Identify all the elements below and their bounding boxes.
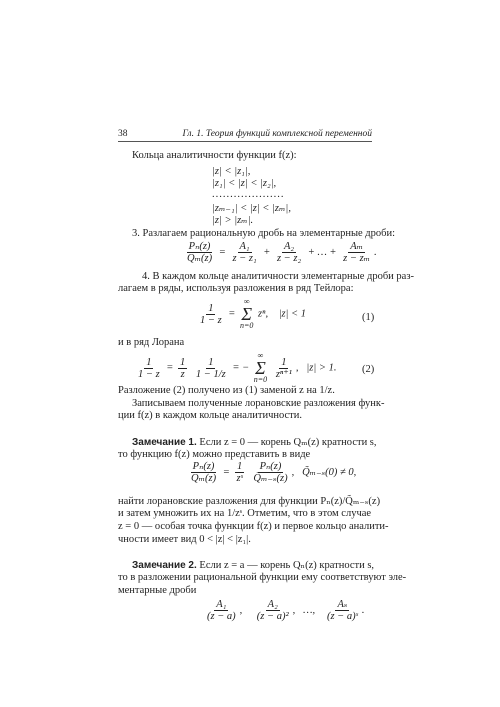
remark2-line3: ментарные дроби [118,585,197,596]
sum-bottom: n=0 [240,321,254,330]
remark1-line2: то функцию f(z) можно представить в виде [118,449,311,460]
sum-sign: ∞ Σ n=0 [240,297,254,330]
sum-bottom: n=0 [253,375,268,384]
step4-line1: 4. В каждом кольце аналитичности элементарные дроби раз- [142,271,414,282]
equation-2: $\frac{1}{1 - z}$ = $\frac{1}{z}$ $\frac{1}{1 - 1/z}$ = − ∞ Σ n=0 $\frac{1}{\text{zⁿ⁺¹}}$ , |z| > 1. [138,351,337,384]
paragraph-line: Записываем полученные лорановские разложения функ- [132,398,385,409]
formula-den: (z − a) [207,611,236,622]
formula-num: Aₛ [337,599,348,610]
step4-line2: лагаем в ряды, используя разложения в ряд Тейлора: [118,283,354,294]
ring-line: .................... [212,189,285,200]
formula-den: zˢ [236,473,243,484]
formula-num: Pₙ(z) [188,241,211,252]
remark2-line1 [132,559,374,571]
formula-dots: + … + [307,246,337,258]
remark1-line1 [132,436,377,448]
remark1-text: Если z = 0 — корень Qₘ(z) кратности s, [199,437,377,448]
formula-den: Q̃ₘ₋ₛ(z) [253,473,288,484]
eq2-den: z [180,368,185,380]
page-number: 38 [118,129,128,139]
equation-1: $\frac{1}{1 - z}$ = ∞ Σ n=0 zⁿ, |z| < 1 [200,297,307,330]
remark1-title: Замечание 1. [132,437,197,448]
formula-den: (z − a)² [256,611,289,622]
eq2-den: 1 − 1/z [195,368,226,380]
ring-line: |zₘ₋₁| < |z| < |zₘ|, [212,203,291,214]
formula-num: Aₘ [350,241,364,252]
formula-num: 1 [236,461,243,472]
formula-den: z − zₘ [343,253,371,264]
sum-top: ∞ [243,297,250,306]
formula-num: A₁ [216,599,227,610]
eq2-num: 1 [208,356,214,368]
eq1-num: 1 [208,302,214,314]
formula-den: Qₘ(z) [187,253,213,264]
remark2-line2: то в разложении рациональной функции ему соответствуют эле- [118,572,407,583]
remark2-text: Если z = a — корень Qₙ(z) кратности s, [199,560,375,571]
remark1-after: найти лорановские разложения для функции Pₙ(z)/Q̃ₘ₋ₛ(z) [118,496,381,507]
equation-label: (2) [362,364,375,375]
sum-sign: ∞ Σ n=0 [253,351,268,384]
remark2-title: Замечание 2. [132,560,197,571]
step3-formula: $\frac{\text{Pₙ(z)}}{\text{Qₘ(z)}}$ = $\frac{\text{A₁}}{\text{z − z₁}}$ + $\frac{\text{A₂}}{\text{z − z₂}}$ + … + $\frac{\text{Aₘ}}{\text{z − zₘ}}$ . [187,241,377,264]
formula-num: Pₙ(z) [259,461,282,472]
eq2-num: 1 [281,356,287,368]
ring-line: |z₁| < |z| < |z₂|, [212,178,277,189]
remark1-after: z = 0 — особая точка функции f(z) и первое кольцо аналити- [118,521,389,532]
rings-intro: Кольца аналитичности функции f(z): [132,150,297,161]
running-header [118,129,372,142]
remark1-formula: $\frac{\text{Pₙ(z)}}{\text{Qₘ(z)}}$ = $\frac{1}{\text{zˢ}}$ $\frac{\text{Pₙ(z)}}{\text{Q̃ₘ₋ₛ(z)}}$ , Q̃ₘ₋ₛ(0) ≠ 0, [191,461,357,484]
equation-label: (1) [362,312,375,323]
formula-dots: …, [303,604,316,616]
eq2-num: 1 [180,356,186,368]
paragraph-line: ции f(z) в каждом кольце аналитичности. [118,410,302,421]
formula-num: Pₙ(z) [192,461,215,472]
eq2-derivation: Разложение (2) получено из (1) заменой z на 1/z. [118,385,335,396]
formula-den: z − z₁ [232,253,257,264]
formula-num: A₁ [239,241,250,252]
ring-line: |z| < |z₁|, [212,166,251,177]
ring-line: |z| > |zₘ|. [212,215,254,226]
formula-den: z − z₂ [276,253,302,264]
eq2-den: zⁿ⁺¹ [275,368,292,380]
sum-top: ∞ [257,351,264,360]
formula-den: Qₘ(z) [191,473,217,484]
eq2-num: 1 [146,356,152,368]
eq1-body: zⁿ, [258,308,269,320]
step3-text: 3. Разлагаем рациональную дробь на элементарные дроби: [132,228,396,239]
formula-condition: Q̃ₘ₋ₛ(0) ≠ 0, [302,466,357,478]
formula-den: (z − a)ˢ [326,611,358,622]
formula-num: A₂ [284,241,295,252]
running-title: Гл. 1. Теория функций комплексной переменной [182,129,372,139]
remark2-formula: $\frac{\text{A₁}}{(z - a)}$ , $\frac{\text{A₂}}{\text{(z − a)²}}$ , …, $\frac{\text{Aₛ}}{\text{(z − a)ˢ}}$ . [207,599,365,622]
laurent-intro: и в ряд Лорана [118,337,185,348]
remark1-after: чности имеет вид 0 < |z| < |z₁|. [118,534,251,545]
eq2-den: 1 − z [138,368,160,380]
formula-num: A₂ [267,599,278,610]
eq2-condition: |z| > 1. [306,362,337,374]
remark1-after: и затем умножить их на 1/zˢ. Отметим, что в этом случае [118,508,372,519]
eq1-condition: |z| < 1 [278,308,307,320]
eq1-den: 1 − z [200,314,222,326]
